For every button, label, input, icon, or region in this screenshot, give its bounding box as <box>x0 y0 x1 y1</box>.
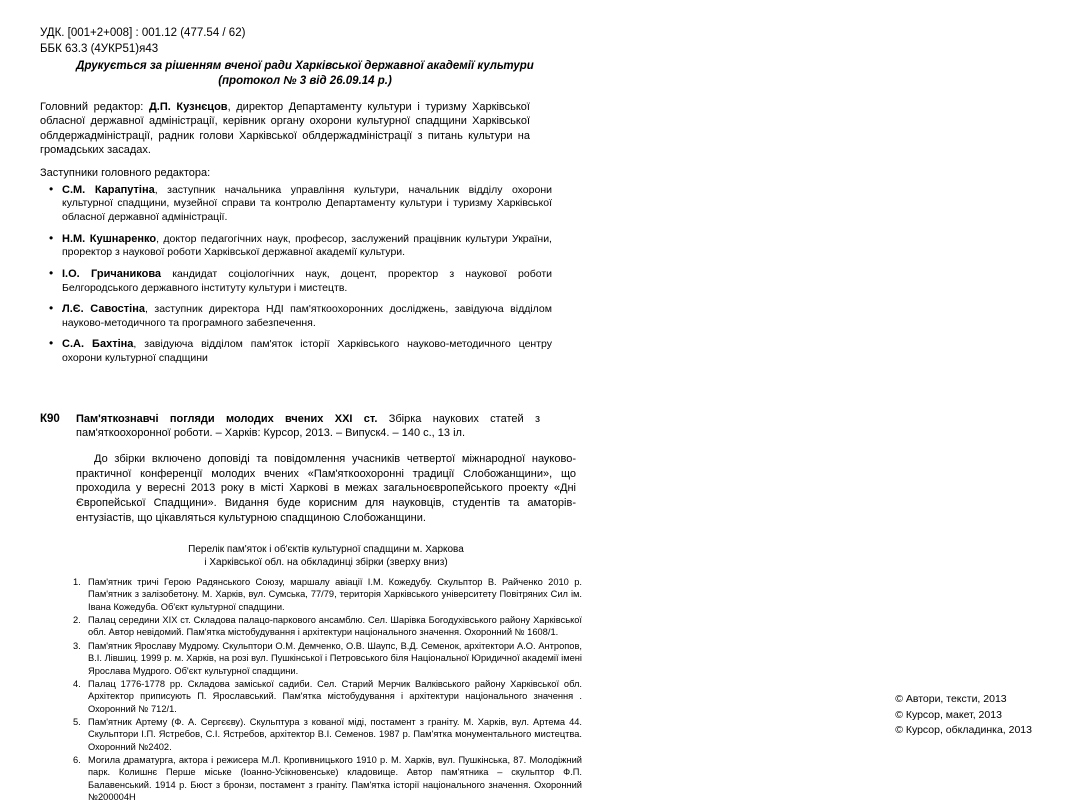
catalog-code: К90 <box>40 412 60 425</box>
annotation-text: До збірки включено доповіді та повідомлення учасників четвертої міжнародної науково-практичної конференції молодих вчених «Пам'яткоохоронні традиції Слобожанщини», що проходила у вересні 2013 року в місті Харкові в межах загальноєвропейського проекту «Дні Європейської Спадщини». Видання буде корисним для науковців, студентів та аматорів-ентузіастів, що цікавляться культурною спадщиною Слобожанщини. <box>76 452 576 525</box>
udk-code: УДК. [001+2+008] : 001.12 (477.54 / 62) <box>40 27 246 39</box>
catalog-title: Пам'яткознавчі погляди молодих вчених XXI ст. <box>76 412 378 425</box>
monuments-list-title <box>76 543 576 570</box>
deputy-name: І.О. Гричаникова <box>62 267 162 280</box>
deputies-title: Заступники головного редактора: <box>40 166 211 179</box>
copyright-line: © Автори, тексти, 2013 <box>895 693 1007 706</box>
editor-in-chief-description: , директор Департаменту культури і туризму Харківської обласної державної адміністрації, керівник органу охорони культурної спадщини Харківської облдержадміністрації, радник голови Харківської облдержадміністрації з питань культури на громадських засадах. <box>40 100 530 157</box>
deputy-description: , завідуюча відділом пам'яток історії Харківського науково-методичного центру охорони культурної спадщини <box>62 338 553 365</box>
monuments-list-title-line-2: і Харківської обл. на обкладинці збірки (зверху вниз) <box>204 557 448 569</box>
catalog-description <box>76 412 540 441</box>
deputy-name: С.А. Бахтіна <box>62 338 134 351</box>
copyright-line: © Курсор, обкладинка, 2013 <box>895 723 1032 736</box>
list-item <box>62 302 552 330</box>
list-item <box>62 232 552 260</box>
deputy-description: , заступник начальника управління культури, начальник відділу охорони культурної спадщини, музейної справи та контролю Департаменту культури і туризму Харківської обласної державної адміністрації. <box>62 183 552 223</box>
list-item: Палац середини XIX ст. Складова палацо-паркового ансамблю. Сел. Шарівка Богодухівського району Харківської обл. Автор невідомий. Пам'ятка містобудування і архітектури національного значення. Охоронний № 1608/1. <box>88 615 582 638</box>
list-item: Палац 1776-1778 рр. Складова заміської садиби. Сел. Старий Мерчик Валківського району Харківської обл. Архітектор приписують П. Ярославський. Пам'ятка містобудування і архітектури національного значення . Охоронний № 712/1. <box>88 678 582 714</box>
approval-line-1: Друкується за рішенням вченої ради Харківської державної академії культури <box>76 59 534 72</box>
copyright-line: © Курсор, макет, 2013 <box>895 708 1002 721</box>
catalog-entry <box>40 412 540 441</box>
list-item <box>62 183 552 225</box>
list-item: Могила драматурга, актора і режисера М.Л. Кропивницького 1910 р. М. Харків, вул. Пушкінська, 87. Молодіжний парк. Колишнє Перше міське (Іоанно-Усікновенське) кладовище. Автор пам'ятника – скульптор Ф.П. Балавенський. 1914 р. Бюст з бронзи, постамент з граніту. Пам'ятка історії національного значення. Охоронний №200004Н <box>88 755 582 803</box>
copyright-block <box>895 692 1032 738</box>
editor-in-chief-name: Д.П. Кузнєцов <box>148 100 228 113</box>
list-item: Пам'ятник Ярославу Мудрому. Скульптори О.М. Демченко, О.В. Шаупс, В.Д. Семенок, архітектори А.О. Антропов, В.І. Лівшиц. 1999 р. м. Харків, на розі вул. Пушкінської і Петровського біля Національної Юридичної академії імені Ярослава Мудрого. Об'єкт культурної спадщини. <box>88 640 582 676</box>
deputy-description: кандидат соціологічних наук, доцент, проректор з наукової роботи Белгородського державного інституту культури і мистецтв. <box>62 267 552 294</box>
bbk-code: ББК 63.3 (4УКР51)я43 <box>40 43 159 56</box>
list-item <box>62 267 552 295</box>
monuments-list-title-line-1: Перелік пам'яток і об'єктів культурної спадщини м. Харкова <box>188 543 464 555</box>
approval-note <box>60 59 550 89</box>
deputy-description: , доктор педагогічних наук, професор, заслужений працівник культури України, проректор з наукової роботи Харківської державної академії культури. <box>62 232 552 259</box>
editor-in-chief-block <box>40 100 530 158</box>
list-item <box>62 337 552 365</box>
deputies-list <box>40 183 552 366</box>
deputy-name: Н.М. Кушнаренко <box>62 232 157 245</box>
approval-line-2: (протокол № 3 від 26.09.14 р.) <box>218 74 392 87</box>
list-item: Пам'ятник тричі Герою Радянського Союзу, маршалу авіації І.М. Кожедубу. Скульптор В. Райченко 2010 р. Пам'ятник з залізобетону. М. Харків, вул. Сумська, 77/79, територія Харківського університету Повітряних Сил ім. Івана Кожедуба. Об'єкт культурної спадщини. <box>88 576 582 612</box>
editor-in-chief-label: Головний редактор: <box>40 100 144 113</box>
page-content <box>40 26 1040 804</box>
deputy-name: Л.Є. Савостіна <box>62 303 145 316</box>
list-item: Пам'ятник Артему (Ф. А. Сергєєву). Скульптура з кованої міді, постамент з граніту. М. Харків, вул. Артема 44. Скульптори І.П. Ястребов, С.І. Ястребов, архітектор В.І. Семенов. 1987 р. Пам'ятка монументального мистецтва. Охоронний №2402. <box>88 716 582 752</box>
deputy-description: , заступник директора НДІ пам'яткоохоронних досліджень, завідуюча відділом науково-методичного та програмного забезпечення. <box>62 303 552 329</box>
deputy-name: С.М. Карапутіна <box>62 183 155 196</box>
monuments-list <box>72 576 582 803</box>
catalog-imprint: Збірка наукових статей з пам'яткоохоронної роботи. – Харків: Курсор, 2013. – Випуск4. – 140 с., 13 іл. <box>76 412 541 440</box>
